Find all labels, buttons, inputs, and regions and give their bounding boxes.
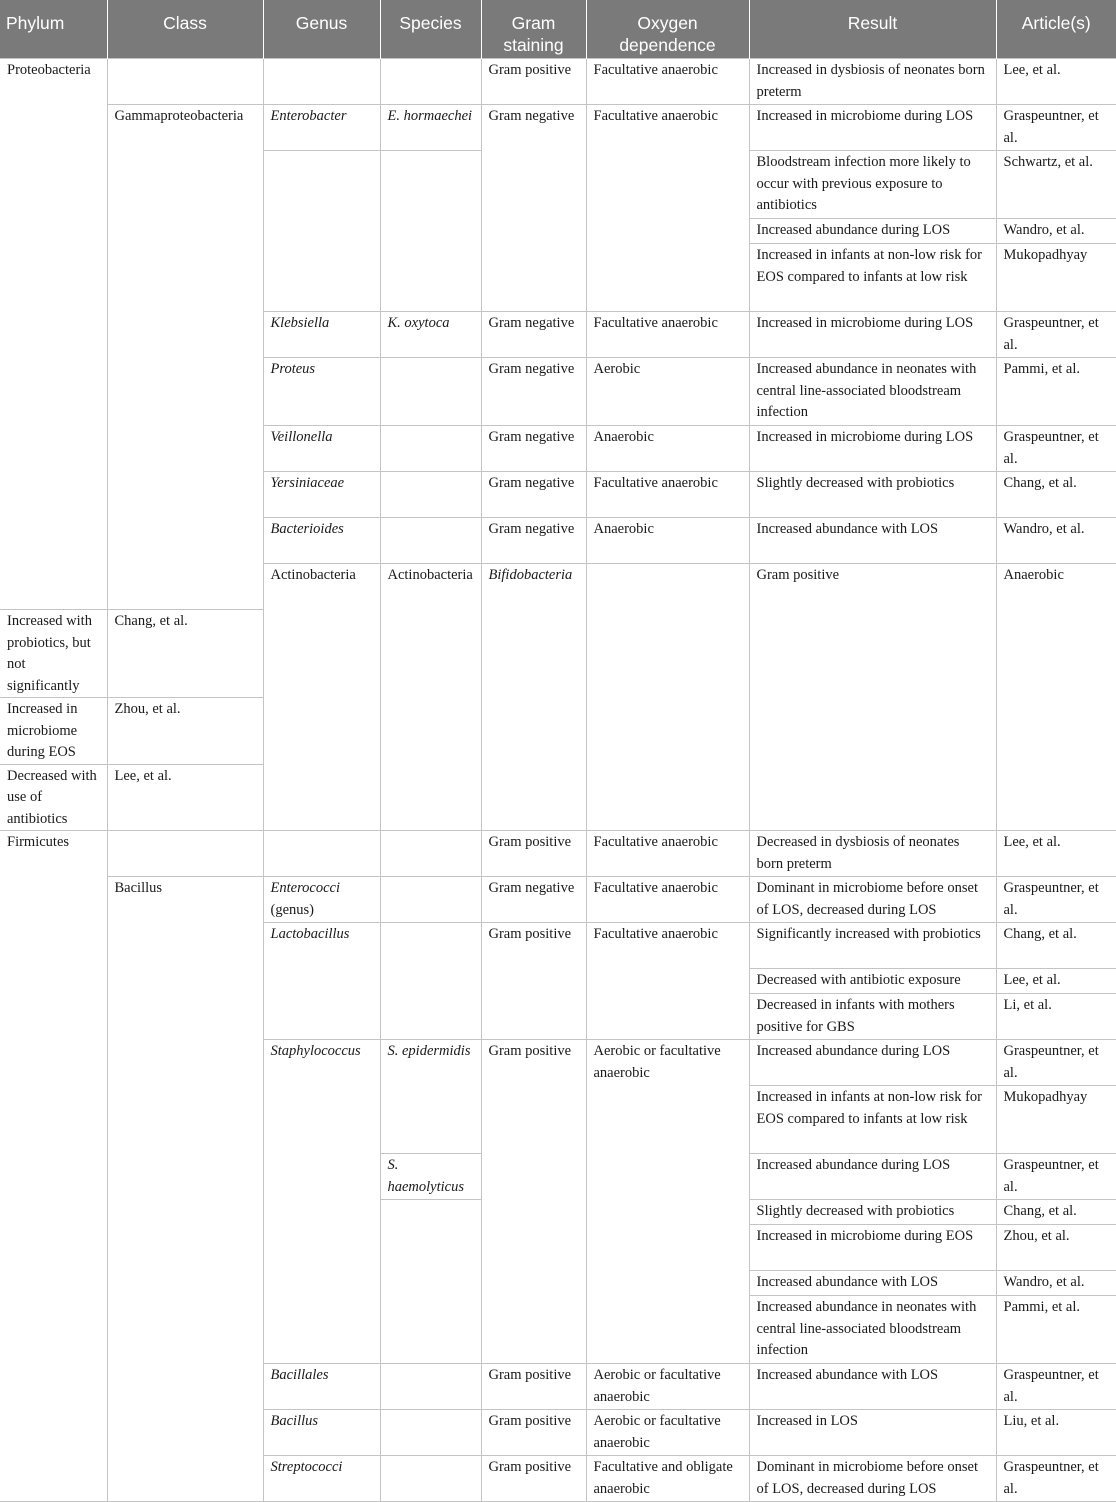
cell-class	[107, 59, 263, 105]
table-row	[0, 877, 1116, 923]
header-articles: Article(s)	[996, 0, 1116, 59]
cell-gram: Gram negative	[481, 358, 586, 426]
cell-genus	[263, 59, 380, 105]
cell-gram: Gram positive	[481, 1364, 586, 1410]
cell-species	[380, 1456, 481, 1502]
cell-article: Pammi, et al.	[996, 1296, 1116, 1364]
cell-oxygen: Facultative anaerobic	[586, 923, 749, 1040]
cell-result: Decreased with antibiotic exposure	[749, 969, 996, 994]
cell-oxygen: Anaerobic	[586, 518, 749, 564]
cell-result: Dominant in microbiome before onset of LOS, decreased during LOS	[749, 1456, 996, 1502]
cell-genus	[263, 831, 380, 877]
cell-phylum: Increased in microbiome during EOS	[0, 698, 107, 765]
cell-oxygen	[586, 564, 749, 831]
cell-article: Anaerobic	[996, 564, 1116, 831]
cell-result: Increased abundance in neonates with central line-associated bloodstream infection	[749, 1296, 996, 1364]
cell-result: Increased in microbiome during LOS	[749, 312, 996, 358]
cell-oxygen: Aerobic or facultative anaerobic	[586, 1040, 749, 1364]
cell-species	[380, 59, 481, 105]
table-row	[0, 59, 1116, 105]
cell-article: Chang, et al.	[996, 1200, 1116, 1225]
cell-phylum: Decreased with use of antibiotics	[0, 764, 107, 831]
cell-article: Graspeuntner, et al.	[996, 1364, 1116, 1410]
cell-article: Wandro, et al.	[996, 1271, 1116, 1296]
cell-phylum: Firmicutes	[0, 831, 107, 1502]
cell-species	[380, 151, 481, 312]
cell-article: Graspeuntner, et al.	[996, 1040, 1116, 1086]
cell-article: Schwartz, et al.	[996, 151, 1116, 219]
cell-result: Decreased in infants with mothers positive for GBS	[749, 994, 996, 1040]
cell-oxygen: Facultative anaerobic	[586, 105, 749, 312]
cell-oxygen: Anaerobic	[586, 426, 749, 472]
cell-result: Increased abundance with LOS	[749, 1271, 996, 1296]
cell-result: Increased in microbiome during LOS	[749, 426, 996, 472]
cell-species: Actinobacteria	[380, 564, 481, 831]
header-oxygen-dependence: Oxygen dependence	[586, 0, 749, 59]
cell-species	[380, 1200, 481, 1364]
cell-result: Increased in dysbiosis of neonates born preterm	[749, 59, 996, 105]
cell-article: Chang, et al.	[996, 472, 1116, 518]
cell-species	[380, 426, 481, 472]
cell-gram: Gram negative	[481, 518, 586, 564]
cell-genus: Staphylococcus	[263, 1040, 380, 1364]
cell-species	[380, 831, 481, 877]
cell-article: Chang, et al.	[996, 923, 1116, 969]
cell-species	[380, 1410, 481, 1456]
table-row	[0, 105, 1116, 151]
cell-oxygen: Aerobic	[586, 358, 749, 426]
cell-oxygen: Aerobic or facultative anaerobic	[586, 1410, 749, 1456]
cell-result: Slightly decreased with probiotics	[749, 1200, 996, 1225]
cell-genus: Enterobacter	[263, 105, 380, 151]
header-row	[0, 0, 1116, 59]
cell-result: Increased abundance with LOS	[749, 1364, 996, 1410]
cell-result: Increased in microbiome during LOS	[749, 105, 996, 151]
cell-gram: Gram negative	[481, 426, 586, 472]
cell-species: K. oxytoca	[380, 312, 481, 358]
cell-species	[380, 923, 481, 1040]
cell-genus: Klebsiella	[263, 312, 380, 358]
cell-article: Mukopadhyay	[996, 1086, 1116, 1154]
cell-result: Increased abundance during LOS	[749, 1040, 996, 1086]
cell-class	[107, 831, 263, 877]
header-class: Class	[107, 0, 263, 59]
cell-result: Decreased in dysbiosis of neonates born preterm	[749, 831, 996, 877]
cell-gram: Gram negative	[481, 105, 586, 312]
cell-species: S. haemolyticus	[380, 1154, 481, 1200]
cell-genus: Streptococci	[263, 1456, 380, 1502]
cell-result: Increased in infants at non-low risk for EOS compared to infants at low risk	[749, 1086, 996, 1154]
cell-class: Chang, et al.	[107, 610, 263, 698]
cell-genus	[263, 151, 380, 312]
cell-genus: Veillonella	[263, 426, 380, 472]
cell-result: Gram positive	[749, 564, 996, 831]
cell-article: Graspeuntner, et al.	[996, 312, 1116, 358]
cell-article: Wandro, et al.	[996, 518, 1116, 564]
cell-article: Li, et al.	[996, 994, 1116, 1040]
cell-article: Graspeuntner, et al.	[996, 105, 1116, 151]
cell-article: Graspeuntner, et al.	[996, 877, 1116, 923]
cell-species	[380, 358, 481, 426]
cell-species	[380, 1364, 481, 1410]
cell-gram: Gram negative	[481, 877, 586, 923]
cell-result: Increased in infants at non-low risk for EOS compared to infants at low risk	[749, 244, 996, 312]
cell-species	[380, 472, 481, 518]
cell-class: Zhou, et al.	[107, 698, 263, 765]
cell-result: Increased abundance during LOS	[749, 219, 996, 244]
cell-article: Lee, et al.	[996, 969, 1116, 994]
header-genus: Genus	[263, 0, 380, 59]
cell-oxygen: Facultative anaerobic	[586, 831, 749, 877]
cell-article: Mukopadhyay	[996, 244, 1116, 312]
cell-result: Increased in LOS	[749, 1410, 996, 1456]
cell-species: E. hormaechei	[380, 105, 481, 151]
cell-genus: Proteus	[263, 358, 380, 426]
cell-phylum: Increased with probiotics, but not significantly	[0, 610, 107, 698]
cell-oxygen: Facultative anaerobic	[586, 312, 749, 358]
cell-result: Increased abundance with LOS	[749, 518, 996, 564]
cell-article: Zhou, et al.	[996, 1225, 1116, 1271]
header-gram-staining: Gram staining	[481, 0, 586, 59]
cell-class: Lee, et al.	[107, 764, 263, 831]
cell-class: Bacillus	[107, 877, 263, 1502]
cell-genus: Enterococci (genus)	[263, 877, 380, 923]
cell-oxygen: Facultative anaerobic	[586, 472, 749, 518]
cell-gram: Gram positive	[481, 831, 586, 877]
cell-gram: Gram negative	[481, 312, 586, 358]
cell-gram: Gram positive	[481, 1456, 586, 1502]
cell-gram: Gram positive	[481, 1040, 586, 1364]
cell-species	[380, 877, 481, 923]
cell-genus: Bacterioides	[263, 518, 380, 564]
cell-genus: Bacillus	[263, 1410, 380, 1456]
cell-gram: Gram positive	[481, 1410, 586, 1456]
cell-result: Bloodstream infection more likely to occur with previous exposure to antibiotics	[749, 151, 996, 219]
cell-result: Increased in microbiome during EOS	[749, 1225, 996, 1271]
cell-article: Graspeuntner, et al.	[996, 1456, 1116, 1502]
cell-article: Wandro, et al.	[996, 219, 1116, 244]
cell-genus: Yersiniaceae	[263, 472, 380, 518]
cell-oxygen: Facultative anaerobic	[586, 59, 749, 105]
cell-article: Lee, et al.	[996, 831, 1116, 877]
cell-oxygen: Facultative and obligate anaerobic	[586, 1456, 749, 1502]
cell-article: Liu, et al.	[996, 1410, 1116, 1456]
header-species: Species	[380, 0, 481, 59]
cell-gram: Gram positive	[481, 59, 586, 105]
cell-result: Slightly decreased with probiotics	[749, 472, 996, 518]
cell-oxygen: Facultative anaerobic	[586, 877, 749, 923]
cell-result: Significantly increased with probiotics	[749, 923, 996, 969]
header-result: Result	[749, 0, 996, 59]
header-phylum: Phylum	[0, 0, 107, 59]
cell-result: Dominant in microbiome before onset of LOS, decreased during LOS	[749, 877, 996, 923]
cell-class: Gammaproteobacteria	[107, 105, 263, 610]
cell-article: Graspeuntner, et al.	[996, 1154, 1116, 1200]
cell-article: Graspeuntner, et al.	[996, 426, 1116, 472]
cell-oxygen: Aerobic or facultative anaerobic	[586, 1364, 749, 1410]
table-body	[0, 59, 1116, 1502]
cell-article: Lee, et al.	[996, 59, 1116, 105]
cell-genus: Actinobacteria	[263, 564, 380, 831]
table-row	[0, 831, 1116, 877]
cell-phylum: Proteobacteria	[0, 59, 107, 610]
cell-species	[380, 518, 481, 564]
cell-genus: Bacillales	[263, 1364, 380, 1410]
cell-gram: Gram negative	[481, 472, 586, 518]
cell-result: Increased abundance in neonates with central line-associated bloodstream infection	[749, 358, 996, 426]
cell-result: Increased abundance during LOS	[749, 1154, 996, 1200]
cell-gram: Bifidobacteria	[481, 564, 586, 831]
cell-species: S. epidermidis	[380, 1040, 481, 1154]
cell-gram: Gram positive	[481, 923, 586, 1040]
cell-article: Pammi, et al.	[996, 358, 1116, 426]
cell-genus: Lactobacillus	[263, 923, 380, 1040]
